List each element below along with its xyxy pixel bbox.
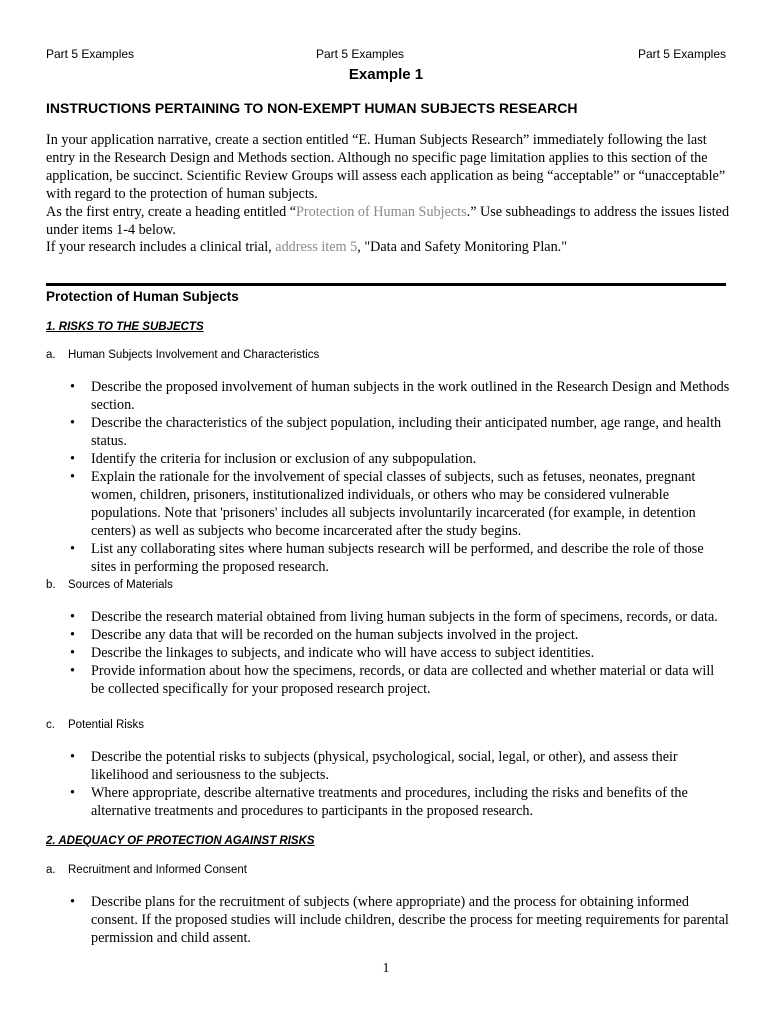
intro-text [46,132,730,257]
page-number: 1 [382,961,390,976]
bullet-icon: • [70,663,75,679]
subsection-1c [46,719,144,731]
main-title: INSTRUCTIONS PERTAINING TO NON-EXEMPT HUMAN SUBJECTS RESEARCH [46,100,578,116]
bullet-icon: • [70,627,75,643]
subsection-title: Human Subjects Involvement and Characteristics [68,349,320,361]
protection-link[interactable]: Protection of Human Subjects [296,203,467,220]
subsection-title: Recruitment and Informed Consent [68,864,247,876]
bullet-icon: • [70,749,75,765]
bullet-list-2a [46,893,730,947]
list-item-text: Identify the criteria for inclusion or exclusion of any subpopulation. [91,451,477,467]
list-item-text: Explain the rationale for the involvement of special classes of subjects, such as fetuses, neonates, pregnant women, children, prisoners, institutionalized individuals, or others who may be considered vulnerable populations. Note that 'prisoners' includes all subjects involuntarily incarcerated (for example, in detention centers) as well as subjects who become incarcerated after the study begins. [91,469,696,539]
bullet-icon: • [70,379,75,395]
bullet-icon: • [70,785,75,801]
bullet-icon: • [70,609,75,625]
list-item [46,450,730,468]
list-item [46,784,730,820]
section2-heading: 2. ADEQUACY OF PROTECTION AGAINST RISKS [46,835,315,847]
list-item-text: Describe the potential risks to subjects (physical, psychological, social, legal, or other), and assess their likelihood and seriousness to the subjects. [91,749,678,783]
subsection-1b [46,579,173,591]
horizontal-rule [46,283,726,286]
list-item-text: Describe the research material obtained from living human subjects in the form of specimens, records, or data. [91,609,718,625]
intro-p2-text-end: .” Use subheadings to address the issues listed under items 1-4 below. [46,203,730,238]
bullet-icon: • [70,645,75,661]
subsection-1a [46,349,319,361]
list-item [46,644,730,662]
bullet-icon: • [70,541,75,557]
subsection-2a [46,864,247,876]
header-center: Part 5 Examples [316,47,405,61]
intro-paragraph-1: In your application narrative, create a section entitled “E. Human Subjects Research” immediately following the last entry in the Research Design and Methods section. Although no specific page limitation applies to this section of the application, be succinct. Scientific Review Groups will assess each application as being “acceptable” or “unacceptable” with regard to the protection of human subjects. [46,132,726,202]
list-item [46,414,730,450]
bullet-icon: • [70,415,75,431]
intro-p3-text: If your research includes a clinical trial, [46,239,276,256]
bullet-list-1a [46,378,730,576]
list-item [46,893,730,947]
subsection-letter: a. [46,349,56,361]
section1-heading: 1. RISKS TO THE SUBJECTS [46,321,204,333]
list-item-text: Describe plans for the recruitment of subjects (where appropriate) and the process for obtaining informed consent. If the proposed studies will include children, describe the process for meeting requirements for parental permission and child assent. [91,894,729,946]
list-item [46,608,730,626]
address-item-5-link[interactable]: address item 5 [275,239,358,256]
intro-p2-text: As the first entry, create a heading entitled “ [46,203,297,220]
list-item-text: Describe any data that will be recorded on the human subjects involved in the project. [91,627,579,643]
list-item-text: Describe the characteristics of the subject population, including their anticipated number, age range, and health status. [91,415,722,449]
subsection-letter: c. [46,719,55,731]
list-item [46,468,730,540]
list-item-text: Where appropriate, describe alternative treatments and procedures, including the risks and benefits of the alternative treatments and procedures to participants in the proposed research. [91,785,688,819]
subsection-title: Potential Risks [68,719,145,731]
example-title: Example 1 [348,66,424,83]
list-item [46,540,730,576]
bullet-icon: • [70,469,75,485]
bullet-icon: • [70,894,75,910]
list-item-text: Describe the proposed involvement of human subjects in the work outlined in the Research Design and Methods section. [91,379,730,413]
list-item [46,626,730,644]
list-item-text: List any collaborating sites where human subjects research will be performed, and describe the role of those sites in performing the proposed research. [91,541,704,575]
header-left: Part 5 Examples [46,47,135,61]
intro-paragraph-2 [46,204,730,240]
list-item [46,662,730,698]
bullet-list-1b [46,608,730,698]
list-item-text: Describe the linkages to subjects, and indicate who will have access to subject identities. [91,645,595,661]
running-header [46,47,726,63]
bullet-icon: • [70,451,75,467]
list-item-text: Provide information about how the specimens, records, or data are collected and whether material or data will be collected specifically for your proposed research project. [91,663,715,697]
subsection-title: Sources of Materials [68,579,173,591]
intro-paragraph-3 [46,239,730,257]
bullet-list-1c [46,748,730,820]
list-item [46,748,730,784]
subsection-letter: b. [46,579,56,591]
intro-p3-text-end: , "Data and Safety Monitoring Plan." [357,239,567,256]
header-right: Part 5 Examples [637,47,726,61]
subsection-letter: a. [46,864,56,876]
protection-heading: Protection of Human Subjects [46,289,239,304]
list-item [46,378,730,414]
